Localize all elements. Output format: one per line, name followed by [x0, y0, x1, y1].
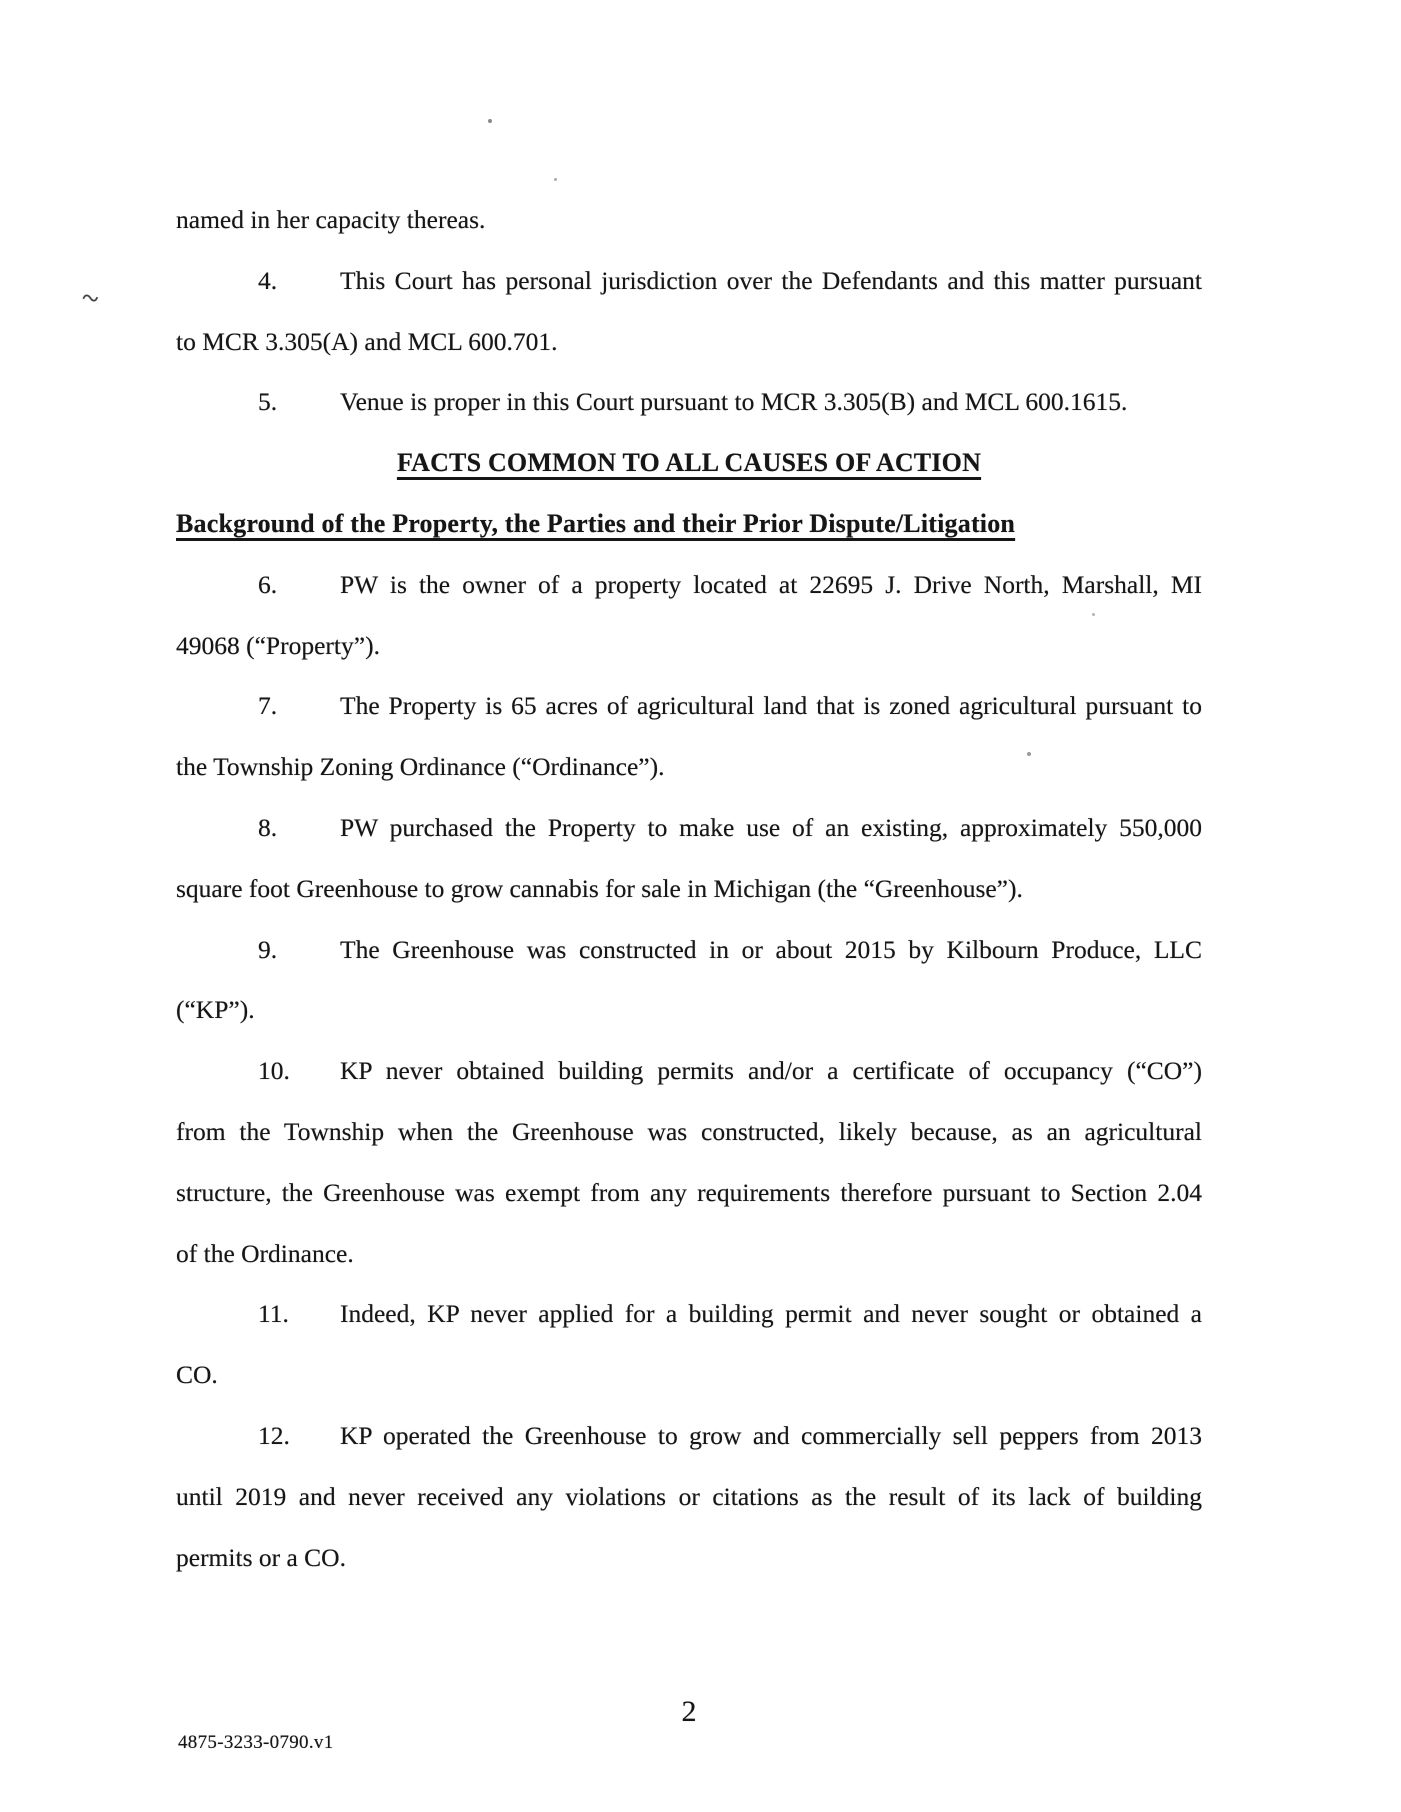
paragraph-number: 12. — [258, 1420, 290, 1450]
paragraph-line: (“KP”). — [176, 995, 255, 1025]
paragraph-line: the Township Zoning Ordinance (“Ordinance”). — [176, 752, 665, 782]
paragraph-text: KP never obtained building permits and/or a certificate of occupancy (“CO”) — [340, 1056, 1202, 1086]
numbered-paragraph-first-line — [176, 251, 1202, 312]
paragraph-number: 7. — [258, 691, 278, 721]
paragraph-text: This Court has personal jurisdiction over the Defendants and this matter pursuant — [340, 265, 1202, 295]
paragraph-text: PW purchased the Property to make use of an existing, approximately 550,000 — [340, 812, 1202, 842]
paragraph-number: 5. — [258, 387, 278, 417]
paragraph-number: 8. — [258, 812, 278, 842]
numbered-paragraph-first-line — [176, 555, 1202, 616]
scan-speck-artifact — [488, 119, 492, 123]
paragraph-text: KP operated the Greenhouse to grow and commercially sell peppers from 2013 — [340, 1420, 1202, 1450]
numbered-paragraph-first-line — [176, 676, 1202, 737]
paragraph-continuation-line: named in her capacity thereas. — [176, 205, 486, 234]
section-heading — [176, 433, 1202, 494]
paragraph-line: square foot Greenhouse to grow cannabis for sale in Michigan (the “Greenhouse”). — [176, 873, 1023, 903]
numbered-paragraph-first-line — [176, 1406, 1202, 1467]
document-body — [176, 190, 1202, 1588]
numbered-paragraph-first-line — [176, 1284, 1202, 1345]
paragraph-line: to MCR 3.305(A) and MCL 600.701. — [176, 326, 558, 356]
paragraph-line: 49068 (“Property”). — [176, 630, 380, 660]
paragraph-number: 10. — [258, 1056, 290, 1086]
paragraph-number: 11. — [258, 1299, 289, 1329]
heading-text: Background of the Property, the Parties and their Prior Dispute/Litigation — [176, 508, 1016, 538]
numbered-paragraph-first-line — [176, 920, 1202, 981]
paragraph-number: 4. — [258, 265, 278, 295]
numbered-paragraph-first-line — [176, 1041, 1202, 1102]
paragraph-text: Indeed, KP never applied for a building permit and never sought or obtained a — [340, 1299, 1202, 1329]
heading-text: FACTS COMMON TO ALL CAUSES OF ACTION — [396, 448, 982, 478]
paragraph-text: The Greenhouse was constructed in or about 2015 by Kilbourn Produce, LLC — [340, 934, 1202, 964]
scan-squiggle-artifact: ~ — [78, 280, 103, 317]
paragraph-text: Venue is proper in this Court pursuant to MCR 3.305(B) and MCL 600.1615. — [340, 387, 1128, 417]
paragraph-line: from the Township when the Greenhouse was constructed, likely because, as an agricultural — [176, 1116, 1202, 1146]
paragraph-text: PW is the owner of a property located at 22695 J. Drive North, Marshall, MI — [340, 569, 1202, 599]
paragraph-line: CO. — [176, 1360, 218, 1390]
paragraph-line: permits or a CO. — [176, 1542, 346, 1572]
subsection-heading — [176, 494, 1202, 555]
paragraph-line: of the Ordinance. — [176, 1238, 354, 1268]
numbered-paragraph-first-line — [176, 372, 1202, 433]
paragraph-number: 9. — [258, 934, 278, 964]
paragraph-line: until 2019 and never received any violations or citations as the result of its lack of building — [176, 1481, 1202, 1511]
paragraph-line: structure, the Greenhouse was exempt from any requirements therefore pursuant to Section 2.04 — [176, 1177, 1202, 1207]
paragraph-number: 6. — [258, 569, 278, 599]
paragraph-text: The Property is 65 acres of agricultural land that is zoned agricultural pursuant to — [340, 691, 1202, 721]
document-control-number: 4875-3233-0790.v1 — [178, 1732, 334, 1753]
scan-speck-artifact — [554, 178, 557, 181]
numbered-paragraph-first-line — [176, 798, 1202, 859]
page-number: 2 — [681, 1695, 697, 1728]
